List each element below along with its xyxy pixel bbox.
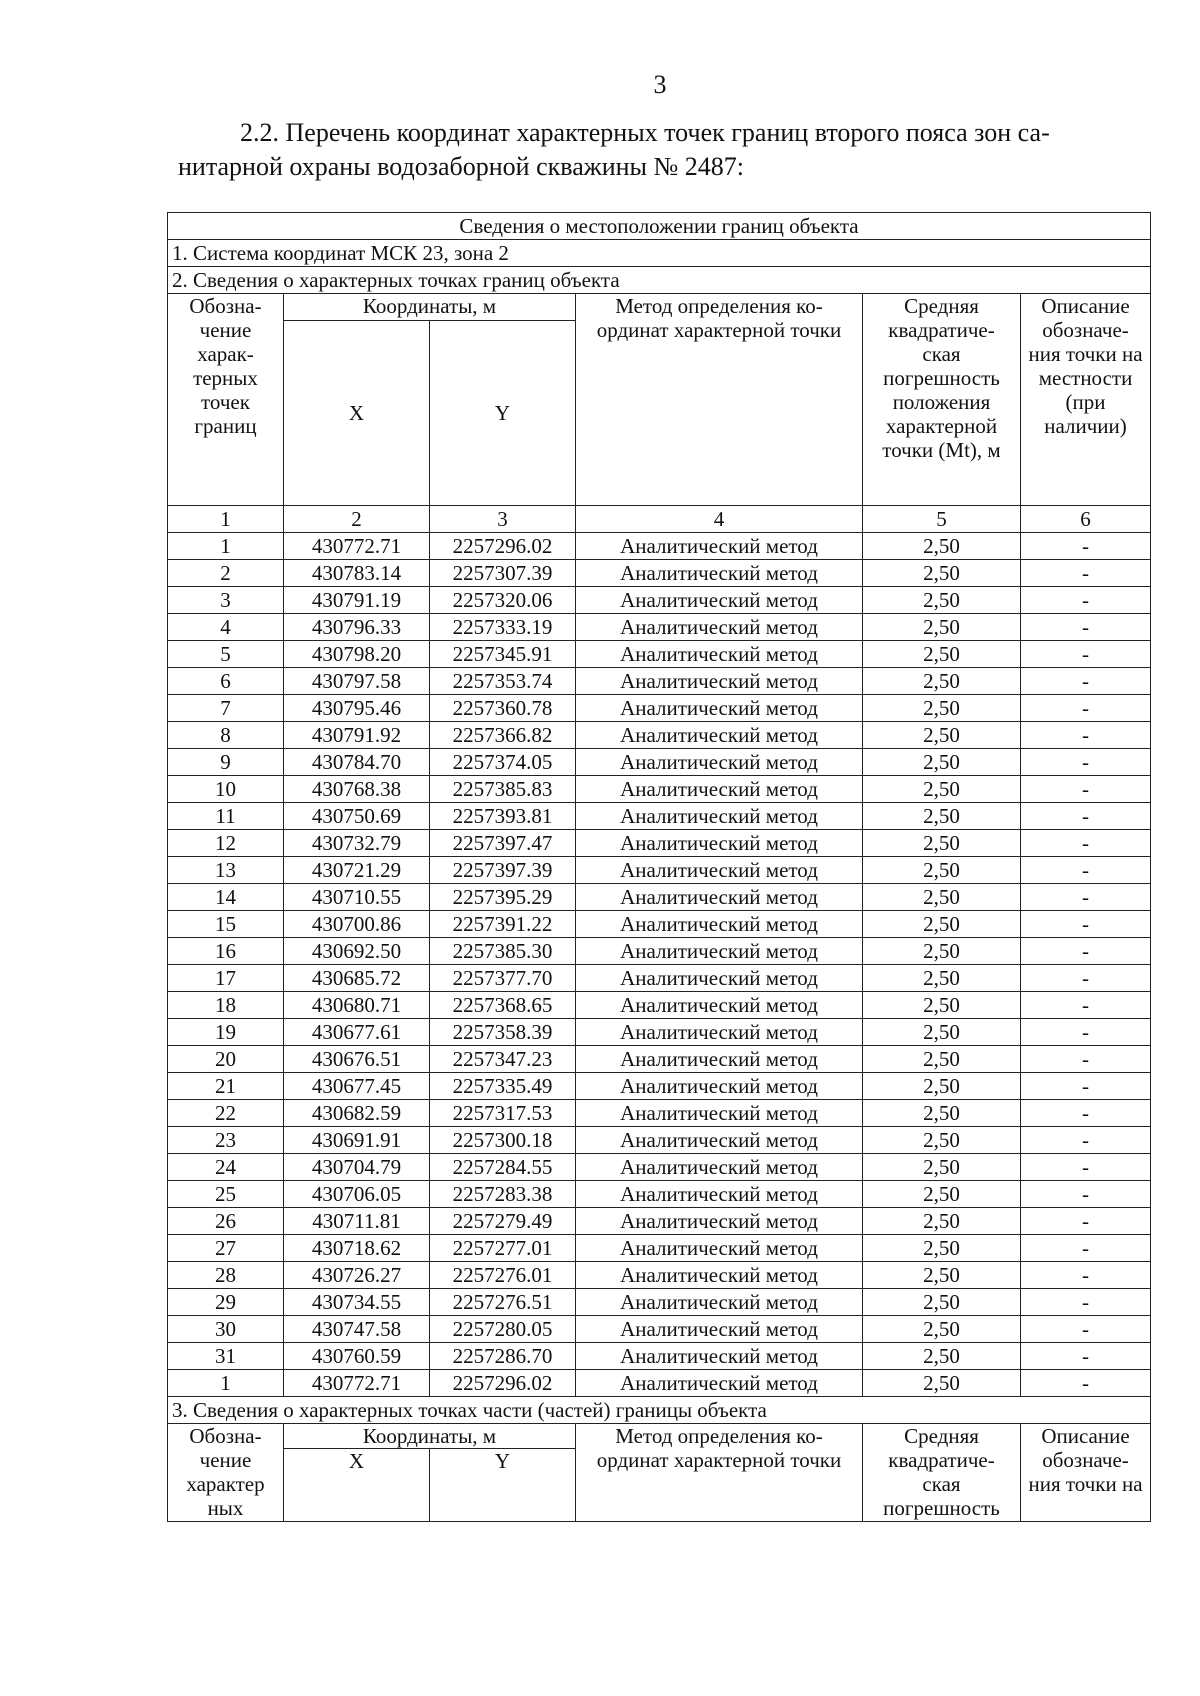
- section-heading: [178, 116, 1138, 184]
- method-cell: Аналитический метод: [576, 965, 863, 992]
- table-row: [168, 668, 1151, 695]
- error-cell: 2,50: [863, 1046, 1021, 1073]
- description-cell: -: [1021, 749, 1151, 776]
- header3-error: Средняя квадратиче- ская погрешность: [863, 1424, 1021, 1522]
- error-cell: 2,50: [863, 1073, 1021, 1100]
- description-cell: -: [1021, 1370, 1151, 1397]
- part-boundary-section-title: 3. Сведения о характерных точках части (частей) границы объекта: [168, 1397, 1151, 1424]
- table-row: [168, 857, 1151, 884]
- table-row: [168, 1262, 1151, 1289]
- error-cell: 2,50: [863, 776, 1021, 803]
- method-cell: Аналитический метод: [576, 1046, 863, 1073]
- error-cell: 2,50: [863, 803, 1021, 830]
- y-coordinate-cell: 2257307.39: [430, 560, 576, 587]
- point-number-cell: 5: [168, 641, 284, 668]
- y-coordinate-cell: 2257296.02: [430, 533, 576, 560]
- error-cell: 2,50: [863, 938, 1021, 965]
- method-cell: Аналитический метод: [576, 884, 863, 911]
- error-cell: 2,50: [863, 695, 1021, 722]
- point-number-cell: 17: [168, 965, 284, 992]
- method-cell: Аналитический метод: [576, 1289, 863, 1316]
- y-coordinate-cell: 2257345.91: [430, 641, 576, 668]
- header-x: X: [284, 321, 430, 506]
- method-cell: Аналитический метод: [576, 722, 863, 749]
- point-number-cell: 9: [168, 749, 284, 776]
- error-cell: 2,50: [863, 1289, 1021, 1316]
- x-coordinate-cell: 430783.14: [284, 560, 430, 587]
- error-cell: 2,50: [863, 668, 1021, 695]
- x-coordinate-cell: 430682.59: [284, 1100, 430, 1127]
- y-coordinate-cell: 2257391.22: [430, 911, 576, 938]
- method-cell: Аналитический метод: [576, 1100, 863, 1127]
- column-numbers-row: [168, 506, 1151, 533]
- coordinate-system-row: 1. Система координат МСК 23, зона 2: [168, 240, 1151, 267]
- y-coordinate-cell: 2257284.55: [430, 1154, 576, 1181]
- method-cell: Аналитический метод: [576, 1073, 863, 1100]
- table-row: [168, 695, 1151, 722]
- x-coordinate-cell: 430677.61: [284, 1019, 430, 1046]
- point-number-cell: 25: [168, 1181, 284, 1208]
- error-cell: 2,50: [863, 1316, 1021, 1343]
- description-cell: -: [1021, 938, 1151, 965]
- table-title: Сведения о местоположении границ объекта: [168, 213, 1151, 240]
- x-coordinate-cell: 430680.71: [284, 992, 430, 1019]
- x-coordinate-cell: 430772.71: [284, 1370, 430, 1397]
- table-row: [168, 1370, 1151, 1397]
- x-coordinate-cell: 430760.59: [284, 1343, 430, 1370]
- point-number-cell: 15: [168, 911, 284, 938]
- method-cell: Аналитический метод: [576, 533, 863, 560]
- x-coordinate-cell: 430676.51: [284, 1046, 430, 1073]
- error-cell: 2,50: [863, 560, 1021, 587]
- header-y: Y: [430, 321, 576, 506]
- table-row: [168, 1208, 1151, 1235]
- error-cell: 2,50: [863, 1343, 1021, 1370]
- description-cell: -: [1021, 1208, 1151, 1235]
- column-number-cell: 3: [430, 506, 576, 533]
- point-number-cell: 31: [168, 1343, 284, 1370]
- y-coordinate-cell: 2257368.65: [430, 992, 576, 1019]
- method-cell: Аналитический метод: [576, 641, 863, 668]
- description-cell: -: [1021, 614, 1151, 641]
- column-number-cell: 4: [576, 506, 863, 533]
- method-cell: Аналитический метод: [576, 1181, 863, 1208]
- x-coordinate-cell: 430692.50: [284, 938, 430, 965]
- column-number-cell: 5: [863, 506, 1021, 533]
- error-cell: 2,50: [863, 614, 1021, 641]
- y-coordinate-cell: 2257358.39: [430, 1019, 576, 1046]
- table-row: [168, 1316, 1151, 1343]
- error-cell: 2,50: [863, 884, 1021, 911]
- x-coordinate-cell: 430747.58: [284, 1316, 430, 1343]
- description-cell: -: [1021, 857, 1151, 884]
- x-coordinate-cell: 430795.46: [284, 695, 430, 722]
- method-cell: Аналитический метод: [576, 857, 863, 884]
- point-number-cell: 8: [168, 722, 284, 749]
- header3-coordinates: Координаты, м: [284, 1424, 576, 1449]
- error-cell: 2,50: [863, 992, 1021, 1019]
- x-coordinate-cell: 430798.20: [284, 641, 430, 668]
- table-row: [168, 1289, 1151, 1316]
- table-row: [168, 641, 1151, 668]
- method-cell: Аналитический метод: [576, 776, 863, 803]
- header3-x: X: [284, 1449, 430, 1522]
- method-cell: Аналитический метод: [576, 587, 863, 614]
- table-row: [168, 1073, 1151, 1100]
- x-coordinate-cell: 430750.69: [284, 803, 430, 830]
- heading-line-2: нитарной охраны водозаборной скважины № 2487:: [178, 152, 745, 181]
- error-cell: 2,50: [863, 1181, 1021, 1208]
- description-cell: -: [1021, 992, 1151, 1019]
- y-coordinate-cell: 2257353.74: [430, 668, 576, 695]
- table-row: [168, 1181, 1151, 1208]
- method-cell: Аналитический метод: [576, 1343, 863, 1370]
- method-cell: Аналитический метод: [576, 1370, 863, 1397]
- y-coordinate-cell: 2257317.53: [430, 1100, 576, 1127]
- description-cell: -: [1021, 1235, 1151, 1262]
- error-cell: 2,50: [863, 749, 1021, 776]
- column-number-cell: 6: [1021, 506, 1151, 533]
- table-row: [168, 1235, 1151, 1262]
- error-cell: 2,50: [863, 641, 1021, 668]
- heading-line-1: 2.2. Перечень координат характерных точек границ второго пояса зон са-: [240, 118, 1050, 147]
- table-row: [168, 992, 1151, 1019]
- description-cell: -: [1021, 1316, 1151, 1343]
- description-cell: -: [1021, 533, 1151, 560]
- x-coordinate-cell: 430685.72: [284, 965, 430, 992]
- header3-method: Метод определения ко- ординат характерной точки: [576, 1424, 863, 1522]
- header-coordinates: Координаты, м: [284, 294, 576, 321]
- x-coordinate-cell: 430734.55: [284, 1289, 430, 1316]
- y-coordinate-cell: 2257397.39: [430, 857, 576, 884]
- point-number-cell: 19: [168, 1019, 284, 1046]
- y-coordinate-cell: 2257276.01: [430, 1262, 576, 1289]
- description-cell: -: [1021, 803, 1151, 830]
- table-row: [168, 830, 1151, 857]
- point-number-cell: 1: [168, 533, 284, 560]
- y-coordinate-cell: 2257277.01: [430, 1235, 576, 1262]
- table-row: [168, 776, 1151, 803]
- point-number-cell: 12: [168, 830, 284, 857]
- y-coordinate-cell: 2257385.30: [430, 938, 576, 965]
- y-coordinate-cell: 2257366.82: [430, 722, 576, 749]
- description-cell: -: [1021, 965, 1151, 992]
- table-row: [168, 965, 1151, 992]
- x-coordinate-cell: 430704.79: [284, 1154, 430, 1181]
- point-number-cell: 11: [168, 803, 284, 830]
- point-number-cell: 1: [168, 1370, 284, 1397]
- table-row: [168, 1046, 1151, 1073]
- description-cell: -: [1021, 722, 1151, 749]
- point-number-cell: 30: [168, 1316, 284, 1343]
- error-cell: 2,50: [863, 1370, 1021, 1397]
- error-cell: 2,50: [863, 1127, 1021, 1154]
- method-cell: Аналитический метод: [576, 668, 863, 695]
- table-row: [168, 587, 1151, 614]
- description-cell: -: [1021, 1046, 1151, 1073]
- method-cell: Аналитический метод: [576, 1127, 863, 1154]
- method-cell: Аналитический метод: [576, 695, 863, 722]
- point-number-cell: 4: [168, 614, 284, 641]
- x-coordinate-cell: 430700.86: [284, 911, 430, 938]
- y-coordinate-cell: 2257397.47: [430, 830, 576, 857]
- x-coordinate-cell: 430772.71: [284, 533, 430, 560]
- point-number-cell: 29: [168, 1289, 284, 1316]
- x-coordinate-cell: 430710.55: [284, 884, 430, 911]
- y-coordinate-cell: 2257333.19: [430, 614, 576, 641]
- point-number-cell: 26: [168, 1208, 284, 1235]
- point-number-cell: 23: [168, 1127, 284, 1154]
- description-cell: -: [1021, 1181, 1151, 1208]
- error-cell: 2,50: [863, 533, 1021, 560]
- table-row: [168, 884, 1151, 911]
- method-cell: Аналитический метод: [576, 1154, 863, 1181]
- table-row: [168, 1154, 1151, 1181]
- y-coordinate-cell: 2257377.70: [430, 965, 576, 992]
- table-row: [168, 722, 1151, 749]
- table-row: [168, 533, 1151, 560]
- error-cell: 2,50: [863, 857, 1021, 884]
- x-coordinate-cell: 430691.91: [284, 1127, 430, 1154]
- description-cell: -: [1021, 1019, 1151, 1046]
- header3-designation: Обозна- чение характер ных: [168, 1424, 284, 1522]
- column-number-cell: 2: [284, 506, 430, 533]
- description-cell: -: [1021, 1073, 1151, 1100]
- x-coordinate-cell: 430721.29: [284, 857, 430, 884]
- error-cell: 2,50: [863, 1262, 1021, 1289]
- x-coordinate-cell: 430726.27: [284, 1262, 430, 1289]
- description-cell: -: [1021, 884, 1151, 911]
- x-coordinate-cell: 430791.92: [284, 722, 430, 749]
- method-cell: Аналитический метод: [576, 1235, 863, 1262]
- description-cell: -: [1021, 668, 1151, 695]
- y-coordinate-cell: 2257280.05: [430, 1316, 576, 1343]
- y-coordinate-cell: 2257360.78: [430, 695, 576, 722]
- table-row: [168, 938, 1151, 965]
- y-coordinate-cell: 2257374.05: [430, 749, 576, 776]
- x-coordinate-cell: 430732.79: [284, 830, 430, 857]
- error-cell: 2,50: [863, 1019, 1021, 1046]
- description-cell: -: [1021, 1154, 1151, 1181]
- table-row: [168, 749, 1151, 776]
- header-method: Метод определения ко- ординат характерной точки: [576, 294, 863, 506]
- error-cell: 2,50: [863, 911, 1021, 938]
- point-number-cell: 10: [168, 776, 284, 803]
- description-cell: -: [1021, 560, 1151, 587]
- point-number-cell: 28: [168, 1262, 284, 1289]
- point-number-cell: 6: [168, 668, 284, 695]
- error-cell: 2,50: [863, 1154, 1021, 1181]
- method-cell: Аналитический метод: [576, 1208, 863, 1235]
- description-cell: -: [1021, 1262, 1151, 1289]
- error-cell: 2,50: [863, 965, 1021, 992]
- y-coordinate-cell: 2257286.70: [430, 1343, 576, 1370]
- header3-y: Y: [430, 1449, 576, 1522]
- y-coordinate-cell: 2257320.06: [430, 587, 576, 614]
- header-error: Средняя квадратиче- ская погрешность положения характерной точки (Mt), м: [863, 294, 1021, 506]
- y-coordinate-cell: 2257347.23: [430, 1046, 576, 1073]
- description-cell: -: [1021, 1127, 1151, 1154]
- table-row: [168, 1100, 1151, 1127]
- x-coordinate-cell: 430711.81: [284, 1208, 430, 1235]
- table-row: [168, 1127, 1151, 1154]
- point-number-cell: 13: [168, 857, 284, 884]
- y-coordinate-cell: 2257283.38: [430, 1181, 576, 1208]
- error-cell: 2,50: [863, 587, 1021, 614]
- method-cell: Аналитический метод: [576, 1316, 863, 1343]
- x-coordinate-cell: 430784.70: [284, 749, 430, 776]
- y-coordinate-cell: 2257393.81: [430, 803, 576, 830]
- point-number-cell: 16: [168, 938, 284, 965]
- y-coordinate-cell: 2257276.51: [430, 1289, 576, 1316]
- point-number-cell: 24: [168, 1154, 284, 1181]
- header-description: Описание обозначе- ния точки на местности (при наличии): [1021, 294, 1151, 506]
- point-number-cell: 7: [168, 695, 284, 722]
- point-number-cell: 14: [168, 884, 284, 911]
- x-coordinate-cell: 430796.33: [284, 614, 430, 641]
- x-coordinate-cell: 430718.62: [284, 1235, 430, 1262]
- header3-description: Описание обозначе- ния точки на: [1021, 1424, 1151, 1522]
- method-cell: Аналитический метод: [576, 911, 863, 938]
- boundary-points-section-title: 2. Сведения о характерных точках границ объекта: [168, 267, 1151, 294]
- header-designation: Обозна- чение харак- терных точек границ: [168, 294, 284, 506]
- table-row: [168, 560, 1151, 587]
- description-cell: -: [1021, 641, 1151, 668]
- table-row: [168, 911, 1151, 938]
- method-cell: Аналитический метод: [576, 992, 863, 1019]
- method-cell: Аналитический метод: [576, 560, 863, 587]
- method-cell: Аналитический метод: [576, 614, 863, 641]
- method-cell: Аналитический метод: [576, 749, 863, 776]
- point-number-cell: 3: [168, 587, 284, 614]
- column-number-cell: 1: [168, 506, 284, 533]
- y-coordinate-cell: 2257296.02: [430, 1370, 576, 1397]
- error-cell: 2,50: [863, 1100, 1021, 1127]
- point-number-cell: 2: [168, 560, 284, 587]
- x-coordinate-cell: 430706.05: [284, 1181, 430, 1208]
- coordinates-table: [167, 212, 1151, 1522]
- y-coordinate-cell: 2257385.83: [430, 776, 576, 803]
- page-number: 3: [653, 70, 667, 99]
- error-cell: 2,50: [863, 1235, 1021, 1262]
- point-number-cell: 22: [168, 1100, 284, 1127]
- method-cell: Аналитический метод: [576, 1262, 863, 1289]
- x-coordinate-cell: 430677.45: [284, 1073, 430, 1100]
- x-coordinate-cell: 430768.38: [284, 776, 430, 803]
- point-number-cell: 20: [168, 1046, 284, 1073]
- error-cell: 2,50: [863, 722, 1021, 749]
- error-cell: 2,50: [863, 1208, 1021, 1235]
- table-row: [168, 1019, 1151, 1046]
- y-coordinate-cell: 2257335.49: [430, 1073, 576, 1100]
- y-coordinate-cell: 2257279.49: [430, 1208, 576, 1235]
- description-cell: -: [1021, 1343, 1151, 1370]
- description-cell: -: [1021, 776, 1151, 803]
- table-row: [168, 803, 1151, 830]
- point-number-cell: 18: [168, 992, 284, 1019]
- description-cell: -: [1021, 695, 1151, 722]
- table-row: [168, 614, 1151, 641]
- y-coordinate-cell: 2257395.29: [430, 884, 576, 911]
- method-cell: Аналитический метод: [576, 938, 863, 965]
- error-cell: 2,50: [863, 830, 1021, 857]
- description-cell: -: [1021, 1289, 1151, 1316]
- description-cell: -: [1021, 911, 1151, 938]
- y-coordinate-cell: 2257300.18: [430, 1127, 576, 1154]
- table-row: [168, 1343, 1151, 1370]
- description-cell: -: [1021, 830, 1151, 857]
- description-cell: -: [1021, 587, 1151, 614]
- method-cell: Аналитический метод: [576, 830, 863, 857]
- x-coordinate-cell: 430791.19: [284, 587, 430, 614]
- point-number-cell: 21: [168, 1073, 284, 1100]
- x-coordinate-cell: 430797.58: [284, 668, 430, 695]
- method-cell: Аналитический метод: [576, 1019, 863, 1046]
- point-number-cell: 27: [168, 1235, 284, 1262]
- description-cell: -: [1021, 1100, 1151, 1127]
- method-cell: Аналитический метод: [576, 803, 863, 830]
